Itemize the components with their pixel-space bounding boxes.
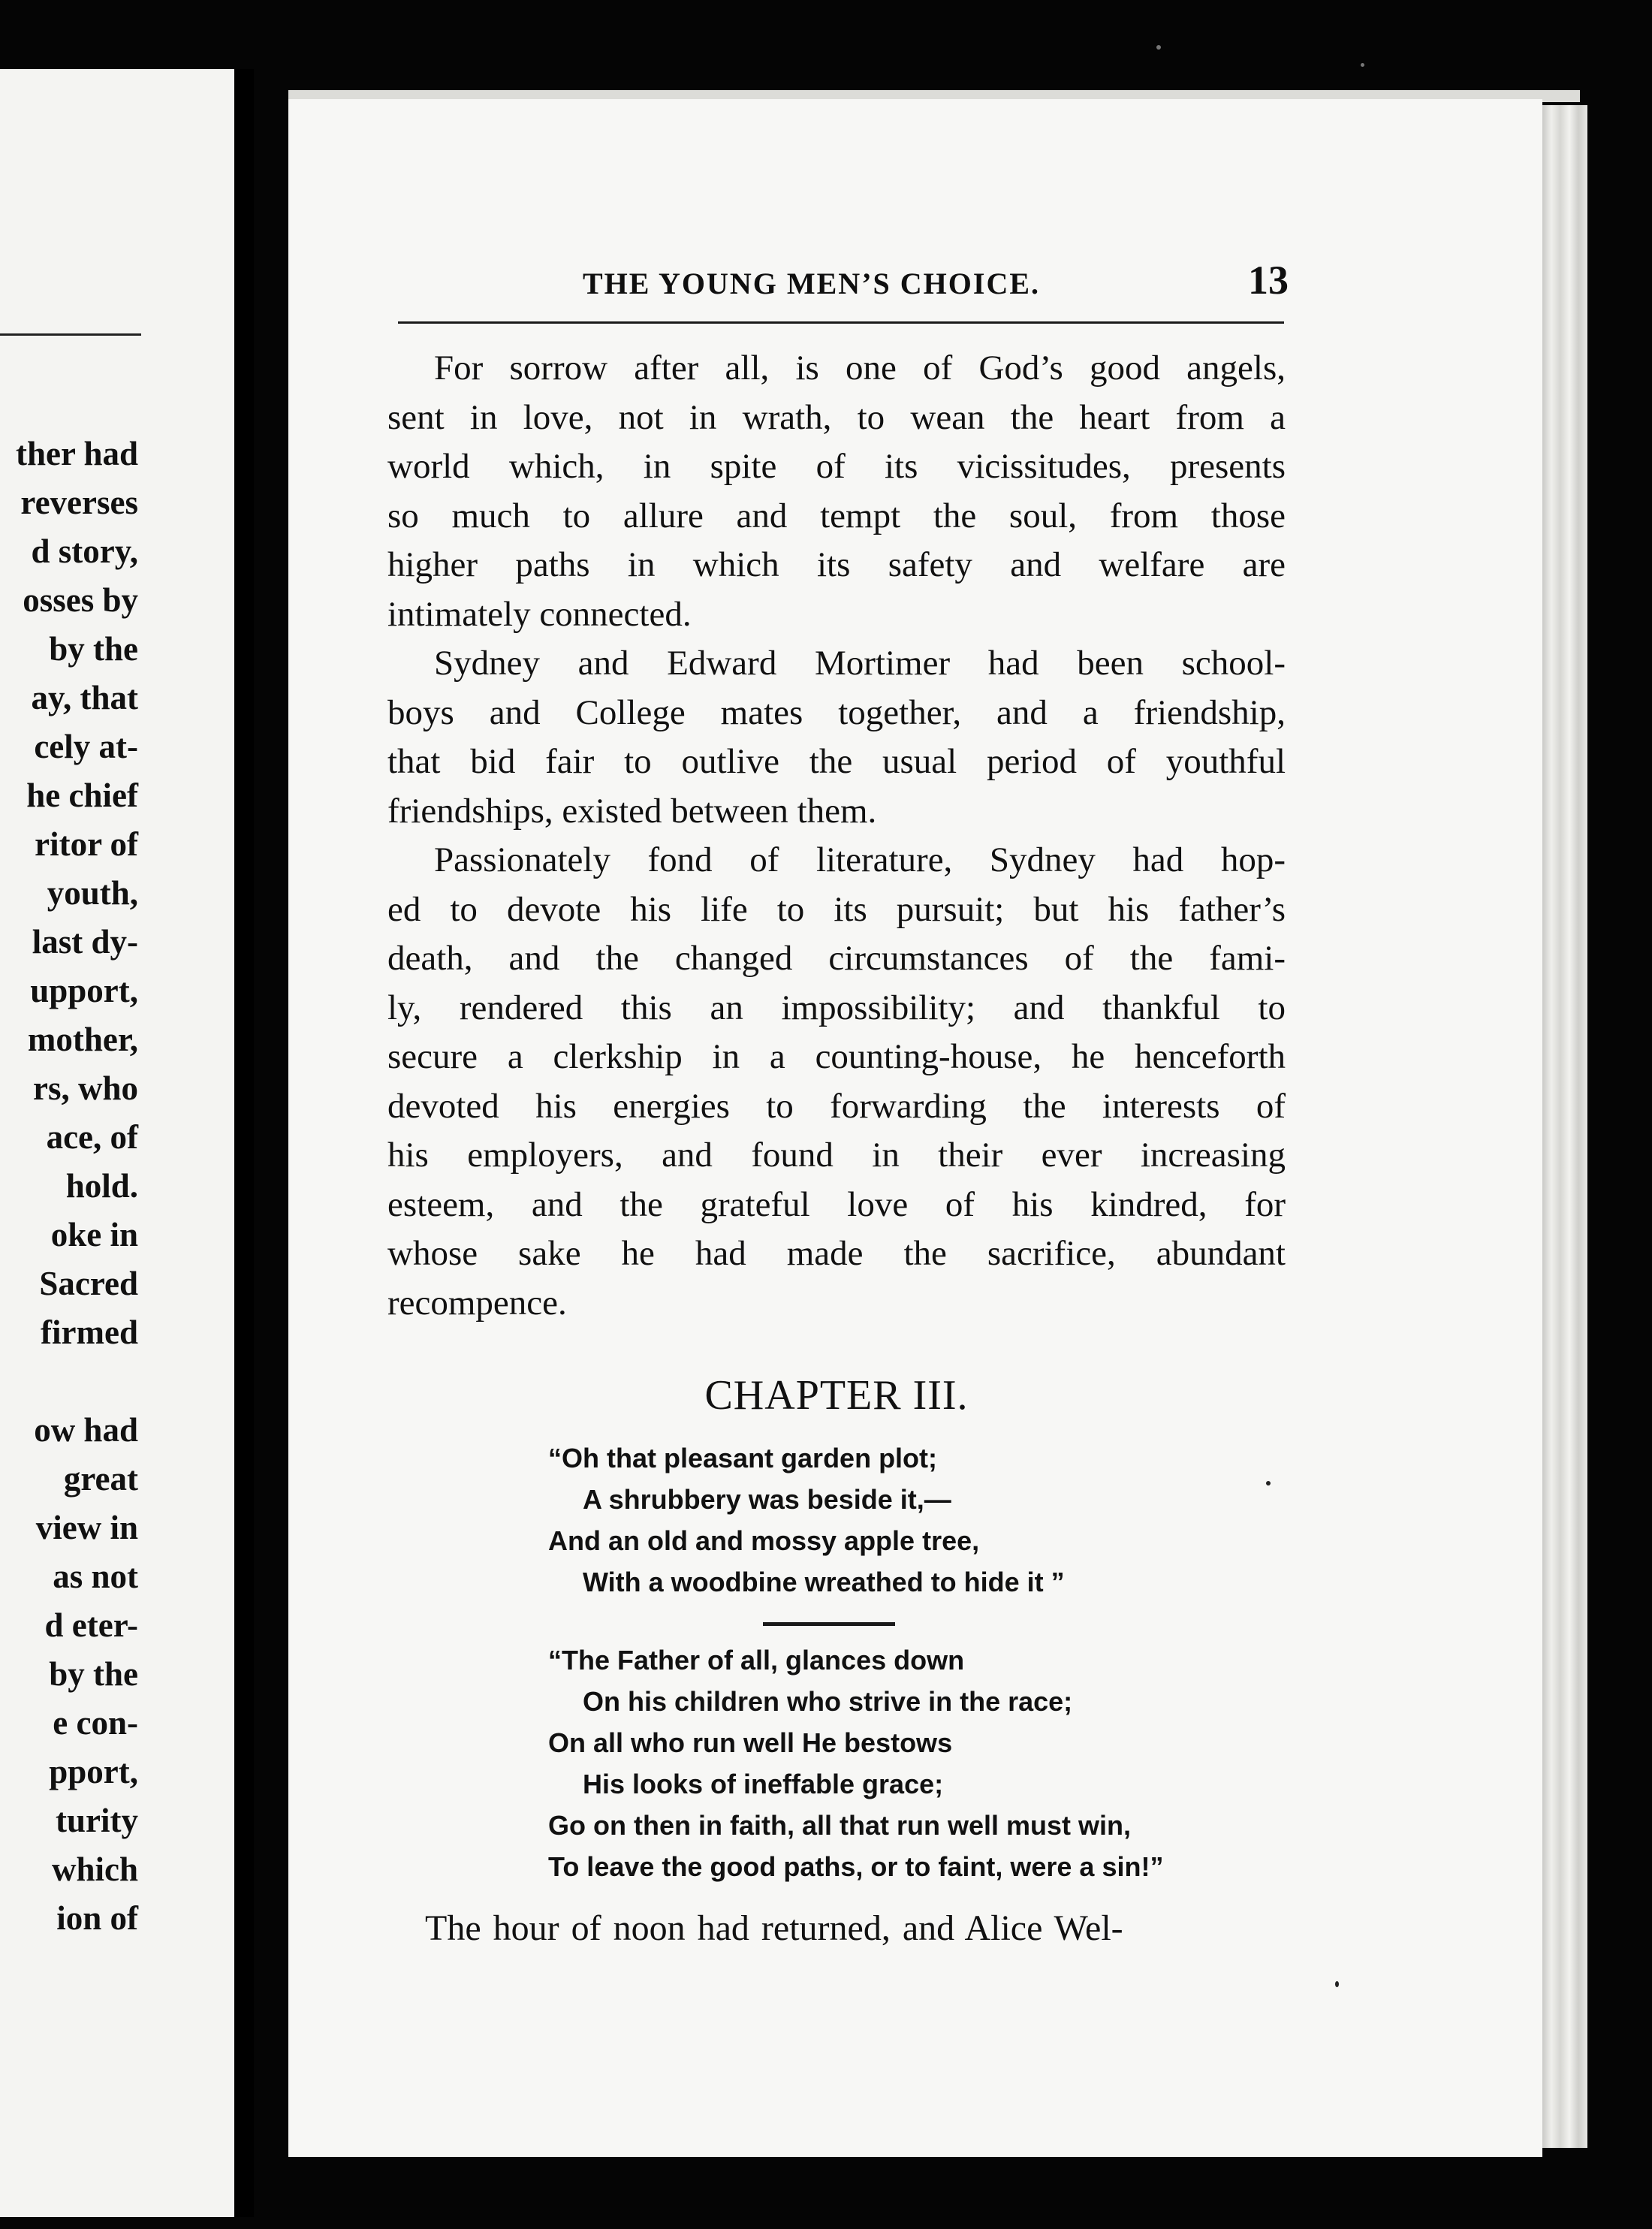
text-line: boys and College mates together, and a friendship,	[387, 692, 1286, 732]
facing-line: ow had	[34, 1411, 138, 1449]
scan-speck	[1156, 45, 1161, 50]
text-line: so much to allure and tempt the soul, from those	[387, 496, 1286, 535]
text-line: secure a clerkship in a counting-house, he henceforth	[387, 1037, 1286, 1076]
text-line: sent in love, not in wrath, to wean the heart from a	[387, 397, 1286, 437]
verse-line: To leave the good paths, or to faint, were a sin!”	[548, 1851, 1164, 1882]
facing-line: which	[51, 1850, 138, 1888]
verse-line: “Oh that pleasant garden plot;	[548, 1443, 938, 1473]
text-line: ly, rendered this an impossibility; and thankful to	[387, 988, 1286, 1027]
facing-line: great	[63, 1460, 138, 1498]
facing-line: mother,	[27, 1021, 138, 1058]
facing-line: ion of	[56, 1899, 138, 1937]
facing-line: ther had	[16, 435, 138, 472]
text-line: Sydney and Edward Mortimer had been school-	[434, 644, 1286, 683]
facing-line: view in	[35, 1509, 138, 1546]
verse-separator-rule	[763, 1622, 895, 1626]
book-gutter	[234, 69, 254, 2217]
facing-line: rs, who	[32, 1069, 138, 1107]
epigraph-verse-two	[548, 1639, 1163, 1887]
facing-line: d eter-	[44, 1606, 138, 1644]
body-text	[387, 344, 1286, 1328]
text-line: friendships, existed between them.	[387, 791, 877, 831]
text-line: that bid fair to outlive the usual period of youthful	[387, 742, 1286, 781]
facing-line: upport,	[30, 972, 138, 1009]
facing-line-gap	[0, 1357, 138, 1406]
facing-line: e con-	[53, 1704, 138, 1742]
verse-line: With a woodbine wreathed to hide it ”	[583, 1567, 1065, 1597]
facing-line: d story,	[31, 532, 138, 570]
facing-line: ritor of	[35, 825, 138, 863]
page-number: 13	[1248, 258, 1289, 303]
facing-line: by the	[49, 630, 138, 668]
facing-line: oke in	[50, 1216, 138, 1253]
facing-line: youth,	[47, 874, 138, 912]
closing-text-line: The hour of noon had returned, and Alice Wel-	[425, 1908, 1123, 1948]
verse-line: On his children who strive in the race;	[583, 1686, 1073, 1717]
text-line: devoted his energies to forwarding the interests of	[387, 1086, 1286, 1126]
page-stack-edge	[1542, 105, 1587, 2148]
verse-line: On all who run well He bestows	[548, 1727, 953, 1758]
scan-speck	[1335, 1981, 1339, 1987]
facing-line: by the	[49, 1655, 138, 1693]
facing-line: last dy-	[32, 923, 138, 961]
facing-line: pport,	[49, 1753, 138, 1790]
paragraph	[387, 639, 1286, 836]
facing-line: he chief	[26, 777, 138, 814]
facing-line: reverses	[20, 484, 138, 521]
verse-line: And an old and mossy apple tree,	[548, 1525, 980, 1556]
facing-page-rule	[0, 333, 141, 336]
running-title: THE YOUNG MEN’S CHOICE.	[583, 267, 1041, 300]
text-line: world which, in spite of its vicissitudes, presents	[387, 447, 1286, 486]
text-line: ed to devote his life to its pursuit; but his father’s	[387, 889, 1286, 929]
text-line: whose sake he had made the sacrifice, abundant	[387, 1234, 1286, 1273]
header-rule	[398, 321, 1284, 324]
facing-line: as not	[53, 1558, 138, 1595]
verse-line: A shrubbery was beside it,—	[583, 1484, 951, 1515]
scan-speck	[1361, 63, 1364, 67]
facing-line: cely at-	[34, 728, 138, 765]
text-line: Passionately fond of literature, Sydney had hop-	[434, 840, 1286, 879]
epigraph-verse-one	[548, 1437, 1065, 1603]
text-line: death, and the changed circumstances of the fami-	[387, 939, 1286, 978]
facing-line: ace, of	[46, 1118, 138, 1156]
text-line: esteem, and the grateful love of his kindred, for	[387, 1184, 1286, 1224]
verse-line: His looks of ineffable grace;	[583, 1769, 944, 1799]
chapter-heading: CHAPTER III.	[704, 1372, 969, 1419]
scan-speck	[1266, 1481, 1271, 1485]
text-line: his employers, and found in their ever increasing	[387, 1136, 1286, 1175]
verse-line: Go on then in faith, all that run well must win,	[548, 1810, 1132, 1841]
facing-line: ay, that	[31, 679, 138, 716]
paragraph	[387, 344, 1286, 639]
facing-line: osses by	[23, 581, 138, 619]
running-header	[583, 258, 1289, 306]
facing-line: turity	[56, 1802, 138, 1839]
text-line: higher paths in which its safety and welfare are	[387, 545, 1286, 584]
paragraph	[387, 836, 1286, 1328]
text-line: For sorrow after all, is one of God’s good angels,	[434, 348, 1286, 388]
verse-line: “The Father of all, glances down	[548, 1645, 965, 1676]
text-line: recompence.	[387, 1283, 567, 1323]
text-line: intimately connected.	[387, 594, 692, 634]
facing-line: hold.	[65, 1167, 138, 1205]
facing-page-text	[0, 430, 138, 1943]
facing-line: Sacred	[39, 1265, 138, 1302]
facing-page-left	[0, 69, 234, 2217]
facing-line: firmed	[41, 1314, 138, 1351]
